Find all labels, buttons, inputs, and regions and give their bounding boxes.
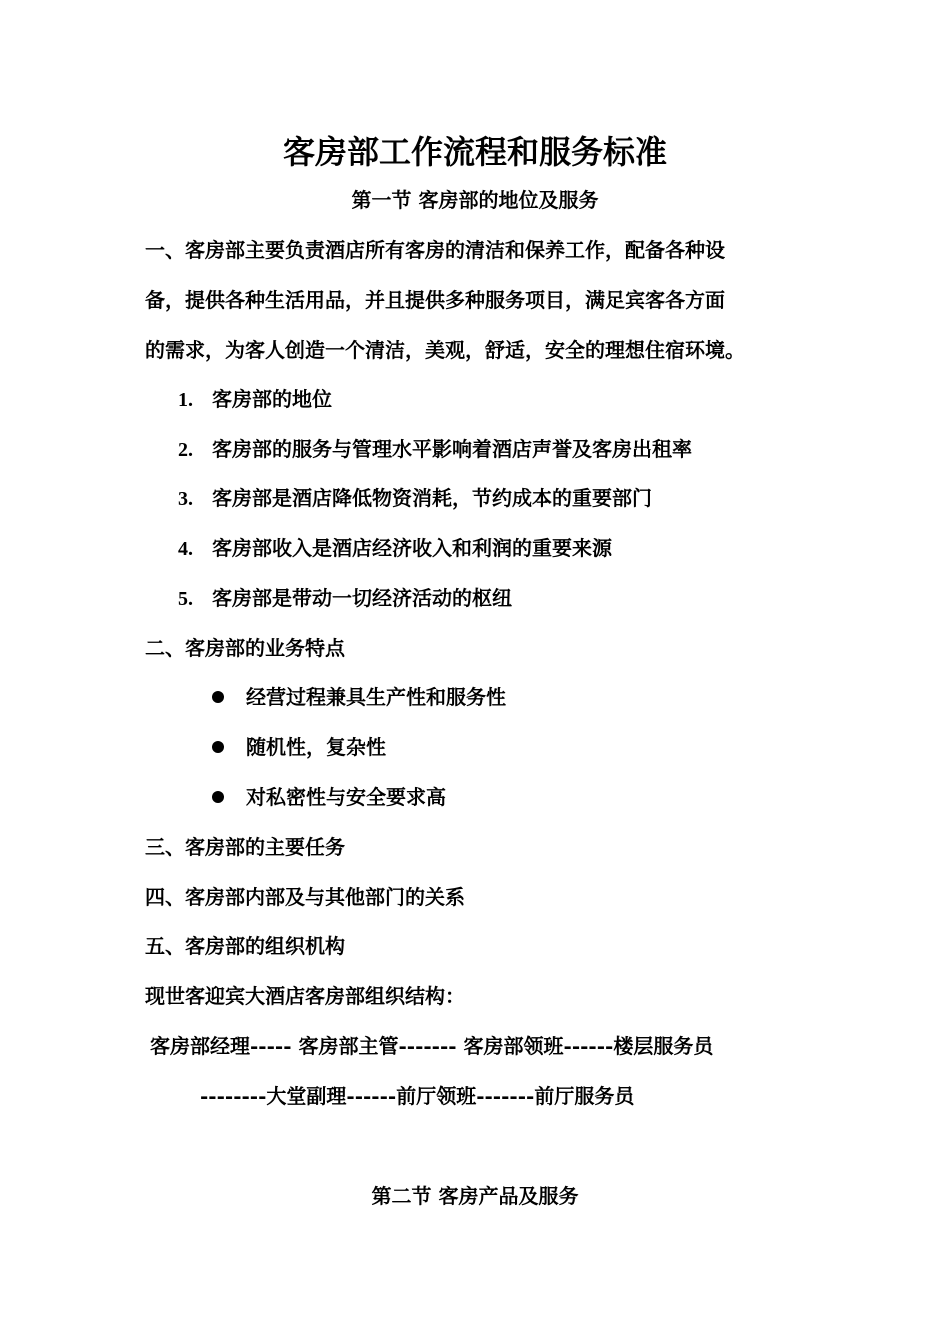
paragraph-1-line-3: 的需求，为客人创造一个清洁，美观，舒适，安全的理想住宿环境。	[145, 338, 745, 362]
numbered-item	[178, 534, 612, 563]
item-number: 3.	[178, 488, 193, 510]
numbered-item	[178, 385, 332, 414]
item-text: 客房部是酒店降低物资消耗，节约成本的重要部门	[212, 486, 652, 510]
item-number: 1.	[178, 389, 193, 411]
org-chart-line-2: --------大堂副理------前厅领班-------前厅服务员	[200, 1084, 635, 1108]
item-text: 客房部收入是酒店经济收入和利润的重要来源	[212, 536, 612, 560]
numbered-item	[178, 584, 512, 613]
item-text: 客房部是带动一切经济活动的枢纽	[212, 586, 512, 610]
numbered-item	[178, 484, 652, 513]
paragraph-1-line-2: 备，提供各种生活用品，并且提供多种服务项目，满足宾客各方面	[145, 288, 725, 312]
paragraph-1-line-1: 一、客房部主要负责酒店所有客房的清洁和保养工作，配备各种设	[145, 238, 725, 262]
bullet-dot-icon	[212, 691, 224, 703]
bullet-text: 随机性，复杂性	[246, 735, 386, 759]
bullet-item	[212, 783, 446, 811]
bullet-dot-icon	[212, 791, 224, 803]
org-intro: 现世客迎宾大酒店客房部组织结构：	[145, 984, 465, 1008]
org-chart-line-1: 客房部经理----- 客房部主管------- 客房部领班------楼层服务员	[150, 1034, 714, 1058]
item-text: 客房部的服务与管理水平影响着酒店声誉及客房出租率	[212, 437, 692, 461]
numbered-item	[178, 435, 692, 464]
item-number: 2.	[178, 439, 193, 461]
bullet-text: 对私密性与安全要求高	[246, 785, 446, 809]
item-number: 5.	[178, 588, 193, 610]
heading-5: 五、客房部的组织机构	[145, 934, 345, 958]
heading-2: 二、客房部的业务特点	[145, 636, 345, 660]
bullet-text: 经营过程兼具生产性和服务性	[246, 685, 506, 709]
bullet-dot-icon	[212, 741, 224, 753]
heading-3: 三、客房部的主要任务	[145, 835, 345, 859]
heading-4: 四、客房部内部及与其他部门的关系	[145, 885, 465, 909]
bullet-item	[212, 733, 386, 761]
document-title: 客房部工作流程和服务标准	[282, 133, 667, 171]
section-2-heading: 第二节 客房产品及服务	[371, 1184, 579, 1208]
item-text: 客房部的地位	[212, 387, 332, 411]
section-1-heading: 第一节 客房部的地位及服务	[351, 188, 599, 212]
item-number: 4.	[178, 538, 193, 560]
bullet-item	[212, 683, 506, 711]
